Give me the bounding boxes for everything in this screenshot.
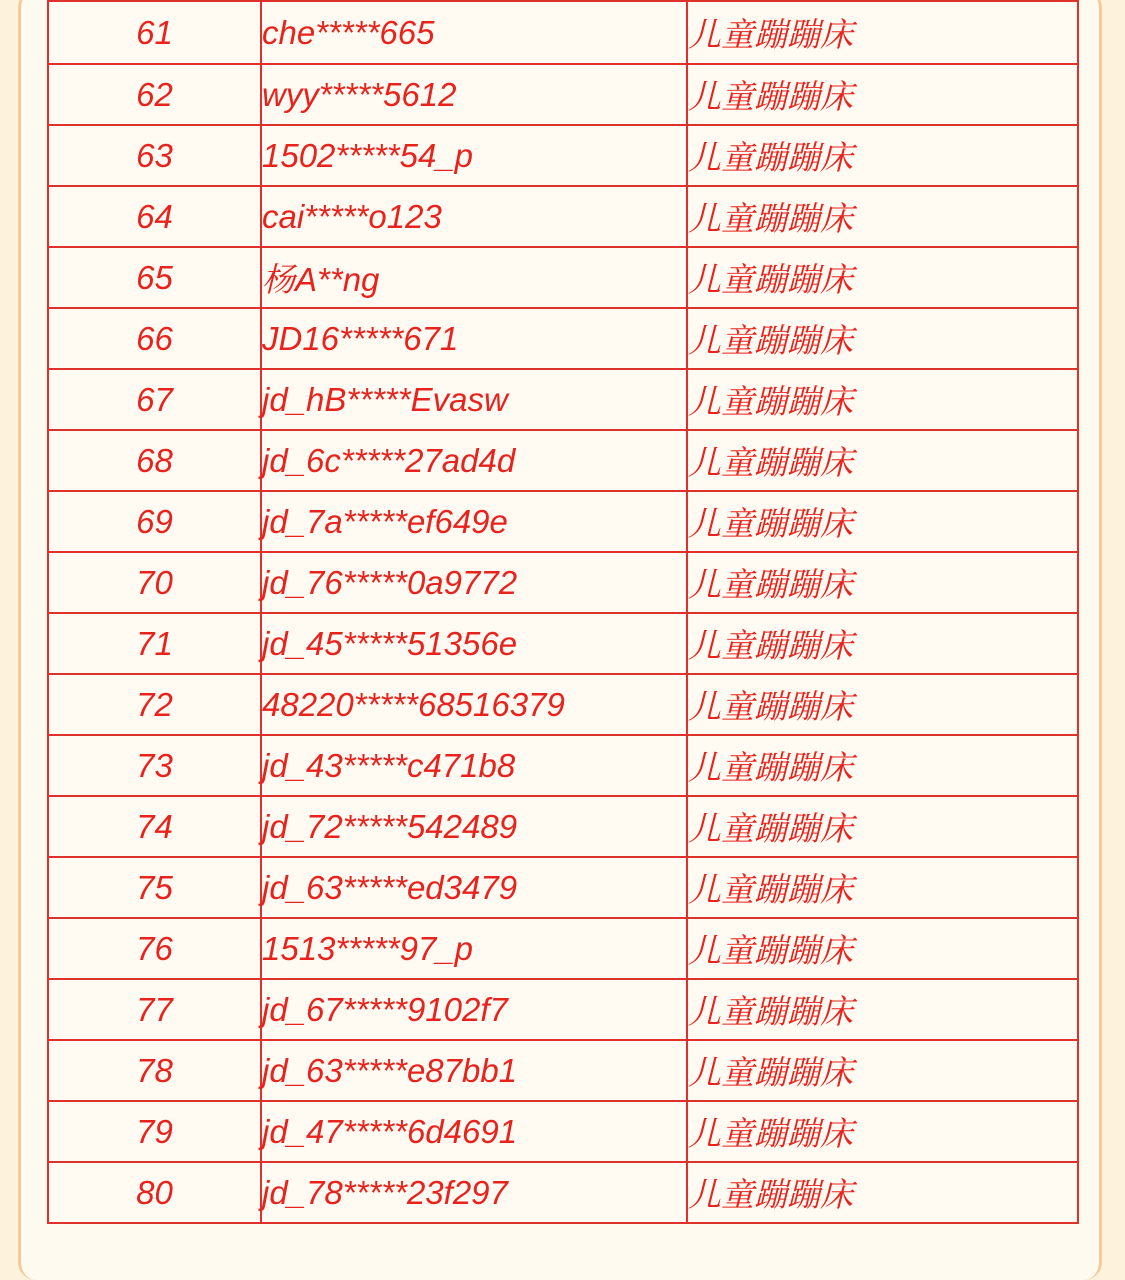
table-row — [48, 1101, 1078, 1162]
rank-cell: 62 — [48, 64, 261, 125]
prize-cell: 儿童蹦蹦床 — [687, 308, 1078, 369]
username-cell: 杨A**ng — [261, 247, 687, 308]
rank-cell: 67 — [48, 369, 261, 430]
table-row — [48, 491, 1078, 552]
prize-cell: 儿童蹦蹦床 — [687, 1, 1078, 64]
prize-cell: 儿童蹦蹦床 — [687, 613, 1078, 674]
prize-cell: 儿童蹦蹦床 — [687, 918, 1078, 979]
username-cell: jd_43*****c471b8 — [261, 735, 687, 796]
rank-cell: 74 — [48, 796, 261, 857]
username-cell: jd_63*****ed3479 — [261, 857, 687, 918]
prize-cell: 儿童蹦蹦床 — [687, 369, 1078, 430]
prize-cell: 儿童蹦蹦床 — [687, 125, 1078, 186]
username-cell: che*****665 — [261, 1, 687, 64]
winners-table — [47, 0, 1079, 1224]
prize-cell: 儿童蹦蹦床 — [687, 1040, 1078, 1101]
rank-cell: 69 — [48, 491, 261, 552]
prize-cell: 儿童蹦蹦床 — [687, 796, 1078, 857]
rank-cell: 76 — [48, 918, 261, 979]
rank-cell: 61 — [48, 1, 261, 64]
username-cell: jd_6c*****27ad4d — [261, 430, 687, 491]
prize-cell: 儿童蹦蹦床 — [687, 552, 1078, 613]
table-row — [48, 735, 1078, 796]
table-row — [48, 369, 1078, 430]
rank-cell: 68 — [48, 430, 261, 491]
prize-cell: 儿童蹦蹦床 — [687, 247, 1078, 308]
username-cell: 48220*****68516379 — [261, 674, 687, 735]
table-row — [48, 308, 1078, 369]
rank-cell: 80 — [48, 1162, 261, 1223]
table-row — [48, 125, 1078, 186]
username-cell: jd_76*****0a9772 — [261, 552, 687, 613]
prize-cell: 儿童蹦蹦床 — [687, 491, 1078, 552]
prize-cell: 儿童蹦蹦床 — [687, 1101, 1078, 1162]
rank-cell: 70 — [48, 552, 261, 613]
username-cell: wyy*****5612 — [261, 64, 687, 125]
rank-cell: 79 — [48, 1101, 261, 1162]
prize-cell: 儿童蹦蹦床 — [687, 186, 1078, 247]
username-cell: JD16*****671 — [261, 308, 687, 369]
table-row — [48, 674, 1078, 735]
username-cell: jd_7a*****ef649e — [261, 491, 687, 552]
username-cell: jd_hB*****Evasw — [261, 369, 687, 430]
rank-cell: 63 — [48, 125, 261, 186]
rank-cell: 72 — [48, 674, 261, 735]
prize-cell: 儿童蹦蹦床 — [687, 64, 1078, 125]
prize-cell: 儿童蹦蹦床 — [687, 430, 1078, 491]
table-row — [48, 1162, 1078, 1223]
rank-cell: 66 — [48, 308, 261, 369]
rank-cell: 73 — [48, 735, 261, 796]
rank-cell: 75 — [48, 857, 261, 918]
rank-cell: 65 — [48, 247, 261, 308]
rank-cell: 77 — [48, 979, 261, 1040]
username-cell: jd_67*****9102f7 — [261, 979, 687, 1040]
winners-table-body — [48, 1, 1078, 1223]
table-row — [48, 247, 1078, 308]
prize-cell: 儿童蹦蹦床 — [687, 674, 1078, 735]
table-row — [48, 1040, 1078, 1101]
table-row — [48, 430, 1078, 491]
prize-cell: 儿童蹦蹦床 — [687, 857, 1078, 918]
table-row — [48, 918, 1078, 979]
table-row — [48, 857, 1078, 918]
username-cell: jd_78*****23f297 — [261, 1162, 687, 1223]
rank-cell: 64 — [48, 186, 261, 247]
username-cell: jd_45*****51356e — [261, 613, 687, 674]
username-cell: jd_47*****6d4691 — [261, 1101, 687, 1162]
username-cell: 1513*****97_p — [261, 918, 687, 979]
prize-cell: 儿童蹦蹦床 — [687, 979, 1078, 1040]
table-row — [48, 613, 1078, 674]
table-row — [48, 796, 1078, 857]
table-row — [48, 552, 1078, 613]
prize-cell: 儿童蹦蹦床 — [687, 735, 1078, 796]
rank-cell: 71 — [48, 613, 261, 674]
username-cell: jd_72*****542489 — [261, 796, 687, 857]
table-row — [48, 1, 1078, 64]
username-cell: jd_63*****e87bb1 — [261, 1040, 687, 1101]
username-cell: 1502*****54_p — [261, 125, 687, 186]
username-cell: cai*****o123 — [261, 186, 687, 247]
table-row — [48, 64, 1078, 125]
table-row — [48, 186, 1078, 247]
prize-cell: 儿童蹦蹦床 — [687, 1162, 1078, 1223]
rank-cell: 78 — [48, 1040, 261, 1101]
table-row — [48, 979, 1078, 1040]
